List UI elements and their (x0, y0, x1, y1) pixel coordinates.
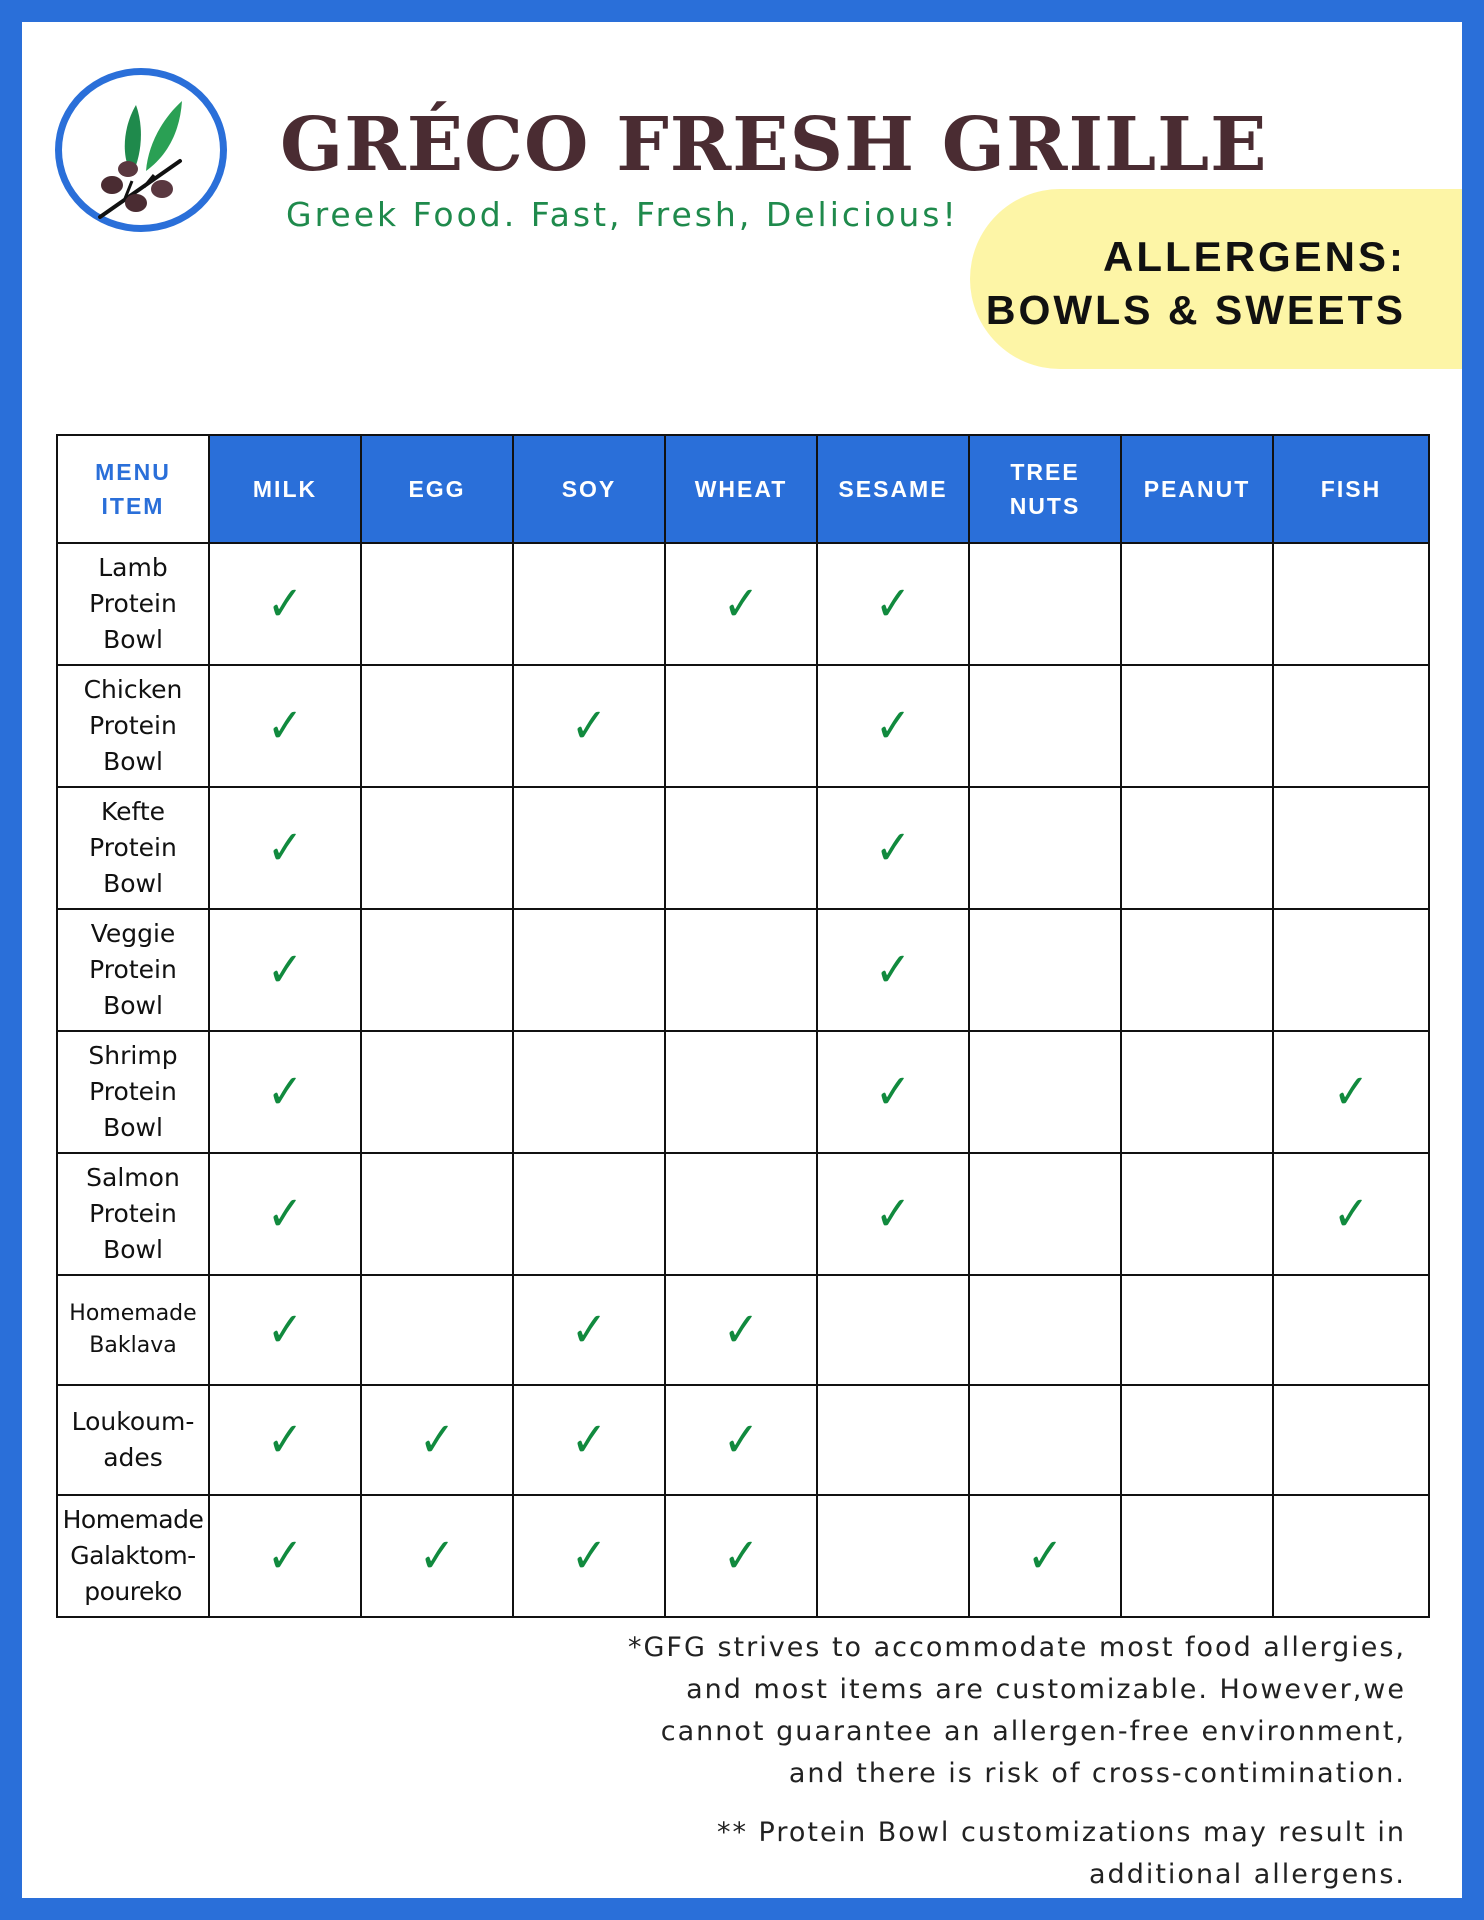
menu-item-line: Salmon (86, 1163, 180, 1192)
allergen-cell-wheat (665, 665, 817, 787)
protein-bowl-note-line: ** Protein Bowl customizations may result in (716, 1817, 1406, 1848)
olive-branch-icon (55, 68, 227, 232)
menu-item-line: Homemade (69, 1301, 197, 1326)
allergen-cell-sesame (817, 543, 969, 665)
allergen-cell-wheat (665, 787, 817, 909)
menu-item-line: Baklava (89, 1333, 177, 1358)
column-header-fish (1273, 435, 1429, 543)
column-header-tree-nuts (969, 435, 1121, 543)
allergen-cell-soy (513, 909, 665, 1031)
column-header-line: ITEM (101, 493, 165, 519)
menu-item-line: Bowl (103, 869, 163, 898)
allergen-cell-sesame (817, 1385, 969, 1495)
menu-item-line: Bowl (103, 747, 163, 776)
allergen-cell-soy (513, 1385, 665, 1495)
menu-item-name (57, 1385, 209, 1495)
column-header-wheat (665, 435, 817, 543)
checkmark-icon: ✓ (722, 1412, 760, 1468)
allergen-cell-sesame (817, 909, 969, 1031)
column-header-line: PEANUT (1143, 476, 1251, 502)
menu-item-name (57, 1153, 209, 1275)
allergen-cell-tree-nuts (969, 543, 1121, 665)
disclaimer-line: and most items are customizable. However,we (686, 1674, 1406, 1705)
allergen-cell-wheat (665, 1495, 817, 1617)
allergen-cell-peanut (1121, 1031, 1273, 1153)
allergen-cell-milk (209, 1385, 361, 1495)
banner-title: ALLERGENS: (1103, 233, 1406, 280)
allergen-page (22, 22, 1462, 1898)
column-header-line: SOY (561, 476, 617, 502)
table-row (57, 1495, 1429, 1617)
allergen-cell-tree-nuts (969, 665, 1121, 787)
allergen-cell-milk (209, 1495, 361, 1617)
allergen-cell-fish (1273, 1275, 1429, 1385)
table-row (57, 1385, 1429, 1495)
allergen-cell-peanut (1121, 543, 1273, 665)
menu-item-line: Galaktom- (70, 1541, 196, 1570)
allergen-cell-milk (209, 543, 361, 665)
allergen-cell-sesame (817, 787, 969, 909)
allergen-cell-sesame (817, 1495, 969, 1617)
checkmark-icon: ✓ (266, 698, 304, 754)
checkmark-icon: ✓ (266, 576, 304, 632)
column-header-line: WHEAT (694, 476, 788, 502)
checkmark-icon: ✓ (266, 942, 304, 998)
checkmark-icon: ✓ (266, 1412, 304, 1468)
allergen-cell-egg (361, 665, 513, 787)
menu-item-line: Kefte (100, 797, 166, 826)
column-header-line: NUTS (1009, 493, 1081, 519)
allergen-cell-wheat (665, 909, 817, 1031)
checkmark-icon: ✓ (874, 698, 912, 754)
menu-item-name (57, 665, 209, 787)
menu-item-name (57, 1275, 209, 1385)
checkmark-icon: ✓ (418, 1412, 456, 1468)
allergen-cell-soy (513, 1495, 665, 1617)
allergen-cell-milk (209, 1031, 361, 1153)
menu-item-line: poureko (84, 1577, 182, 1606)
allergen-cell-peanut (1121, 1385, 1273, 1495)
allergen-cell-fish (1273, 665, 1429, 787)
allergen-cell-wheat (665, 1153, 817, 1275)
column-header-line: MILK (252, 476, 318, 502)
menu-item-line: Chicken (83, 675, 183, 704)
column-header-egg (361, 435, 513, 543)
allergen-cell-peanut (1121, 787, 1273, 909)
checkmark-icon: ✓ (266, 820, 304, 876)
checkmark-icon: ✓ (570, 1412, 608, 1468)
allergen-cell-egg (361, 1153, 513, 1275)
checkmark-icon: ✓ (874, 1186, 912, 1242)
allergen-cell-egg (361, 1495, 513, 1617)
checkmark-icon: ✓ (570, 698, 608, 754)
column-header-menu-item (57, 435, 209, 543)
checkmark-icon: ✓ (1332, 1186, 1370, 1242)
allergen-cell-soy (513, 1275, 665, 1385)
disclaimer-line: cannot guarantee an allergen-free environment, (660, 1716, 1406, 1747)
disclaimer-line: and there is risk of cross-contimination. (788, 1758, 1406, 1789)
column-header-line: MENU (95, 459, 171, 485)
table-row (57, 909, 1429, 1031)
allergen-cell-fish (1273, 1385, 1429, 1495)
allergen-cell-egg (361, 1275, 513, 1385)
allergen-cell-fish (1273, 543, 1429, 665)
menu-item-line: ades (103, 1443, 163, 1472)
checkmark-icon: ✓ (722, 576, 760, 632)
allergen-cell-tree-nuts (969, 1031, 1121, 1153)
allergen-cell-milk (209, 909, 361, 1031)
checkmark-icon: ✓ (874, 1064, 912, 1120)
allergen-cell-fish (1273, 909, 1429, 1031)
checkmark-icon: ✓ (1026, 1528, 1064, 1584)
allergen-cell-tree-nuts (969, 1153, 1121, 1275)
table-header-row (57, 435, 1429, 543)
allergen-cell-egg (361, 543, 513, 665)
menu-item-line: Shrimp (88, 1041, 178, 1070)
menu-item-name (57, 1031, 209, 1153)
menu-item-line: Homemade (62, 1505, 204, 1534)
table-row (57, 1275, 1429, 1385)
column-header-milk (209, 435, 361, 543)
menu-item-line: Protein (89, 955, 177, 984)
allergen-cell-peanut (1121, 665, 1273, 787)
allergy-disclaimer (628, 1627, 1406, 1795)
allergen-cell-peanut (1121, 1153, 1273, 1275)
menu-item-line: Bowl (103, 1235, 163, 1264)
allergen-cell-fish (1273, 1495, 1429, 1617)
menu-item-name (57, 909, 209, 1031)
checkmark-icon: ✓ (266, 1186, 304, 1242)
allergen-cell-peanut (1121, 909, 1273, 1031)
disclaimer-line: *GFG strives to accommodate most food allergies, (628, 1632, 1406, 1663)
menu-item-name (57, 1495, 209, 1617)
allergen-cell-soy (513, 1153, 665, 1275)
column-header-line: SESAME (838, 476, 948, 502)
allergen-cell-peanut (1121, 1275, 1273, 1385)
menu-item-name (57, 787, 209, 909)
checkmark-icon: ✓ (570, 1528, 608, 1584)
table-body (57, 543, 1429, 1617)
protein-bowl-note-line: additional allergens. (1089, 1859, 1406, 1890)
allergen-cell-tree-nuts (969, 1275, 1121, 1385)
checkmark-icon: ✓ (722, 1302, 760, 1358)
allergen-cell-wheat (665, 1385, 817, 1495)
menu-item-line: Protein (89, 1199, 177, 1228)
checkmark-icon: ✓ (418, 1528, 456, 1584)
menu-item-line: Protein (89, 833, 177, 862)
column-header-soy (513, 435, 665, 543)
table-row (57, 665, 1429, 787)
allergen-cell-egg (361, 1385, 513, 1495)
allergen-cell-wheat (665, 1275, 817, 1385)
allergen-cell-fish (1273, 1153, 1429, 1275)
allergen-cell-egg (361, 787, 513, 909)
allergen-cell-sesame (817, 665, 969, 787)
column-header-sesame (817, 435, 969, 543)
checkmark-icon: ✓ (570, 1302, 608, 1358)
allergen-cell-milk (209, 1275, 361, 1385)
allergen-cell-sesame (817, 1275, 969, 1385)
allergen-cell-peanut (1121, 1495, 1273, 1617)
table-row (57, 1153, 1429, 1275)
allergen-cell-tree-nuts (969, 787, 1121, 909)
allergen-cell-milk (209, 1153, 361, 1275)
menu-item-line: Bowl (103, 1113, 163, 1142)
column-header-line: TREE (1010, 459, 1080, 485)
allergen-cell-sesame (817, 1031, 969, 1153)
checkmark-icon: ✓ (1332, 1064, 1370, 1120)
column-header-peanut (1121, 435, 1273, 543)
allergen-cell-soy (513, 787, 665, 909)
banner-subtitle: BOWLS & SWEETS (985, 287, 1406, 333)
allergen-table (56, 434, 1430, 1618)
menu-item-line: Veggie (90, 919, 176, 948)
table-row (57, 543, 1429, 665)
checkmark-icon: ✓ (266, 1528, 304, 1584)
menu-item-line: Protein (89, 711, 177, 740)
checkmark-icon: ✓ (874, 576, 912, 632)
allergen-cell-sesame (817, 1153, 969, 1275)
allergen-cell-soy (513, 665, 665, 787)
table-row (57, 787, 1429, 909)
allergen-cell-milk (209, 787, 361, 909)
allergen-cell-fish (1273, 787, 1429, 909)
column-header-line: EGG (408, 476, 466, 502)
column-header-line: FISH (1320, 476, 1382, 502)
allergen-cell-soy (513, 543, 665, 665)
allergen-cell-egg (361, 1031, 513, 1153)
allergen-cell-egg (361, 909, 513, 1031)
menu-item-line: Bowl (103, 991, 163, 1020)
allergen-cell-tree-nuts (969, 1495, 1121, 1617)
menu-item-line: Loukoum- (71, 1407, 195, 1436)
checkmark-icon: ✓ (266, 1064, 304, 1120)
allergen-cell-wheat (665, 1031, 817, 1153)
checkmark-icon: ✓ (874, 820, 912, 876)
allergen-cell-tree-nuts (969, 909, 1121, 1031)
menu-item-line: Protein (89, 589, 177, 618)
checkmark-icon: ✓ (722, 1528, 760, 1584)
menu-item-line: Bowl (103, 625, 163, 654)
allergen-cell-tree-nuts (969, 1385, 1121, 1495)
allergen-cell-milk (209, 665, 361, 787)
brand-name: GRÉCO FRESH GRILLE (280, 102, 1268, 188)
menu-item-line: Lamb (98, 553, 168, 582)
allergen-cell-wheat (665, 543, 817, 665)
protein-bowl-note (717, 1812, 1406, 1896)
menu-item-name (57, 543, 209, 665)
table-row (57, 1031, 1429, 1153)
checkmark-icon: ✓ (874, 942, 912, 998)
checkmark-icon: ✓ (266, 1302, 304, 1358)
allergen-cell-soy (513, 1031, 665, 1153)
brand-tagline: Greek Food. Fast, Fresh, Delicious! (286, 195, 959, 234)
menu-item-line: Protein (89, 1077, 177, 1106)
allergen-cell-fish (1273, 1031, 1429, 1153)
